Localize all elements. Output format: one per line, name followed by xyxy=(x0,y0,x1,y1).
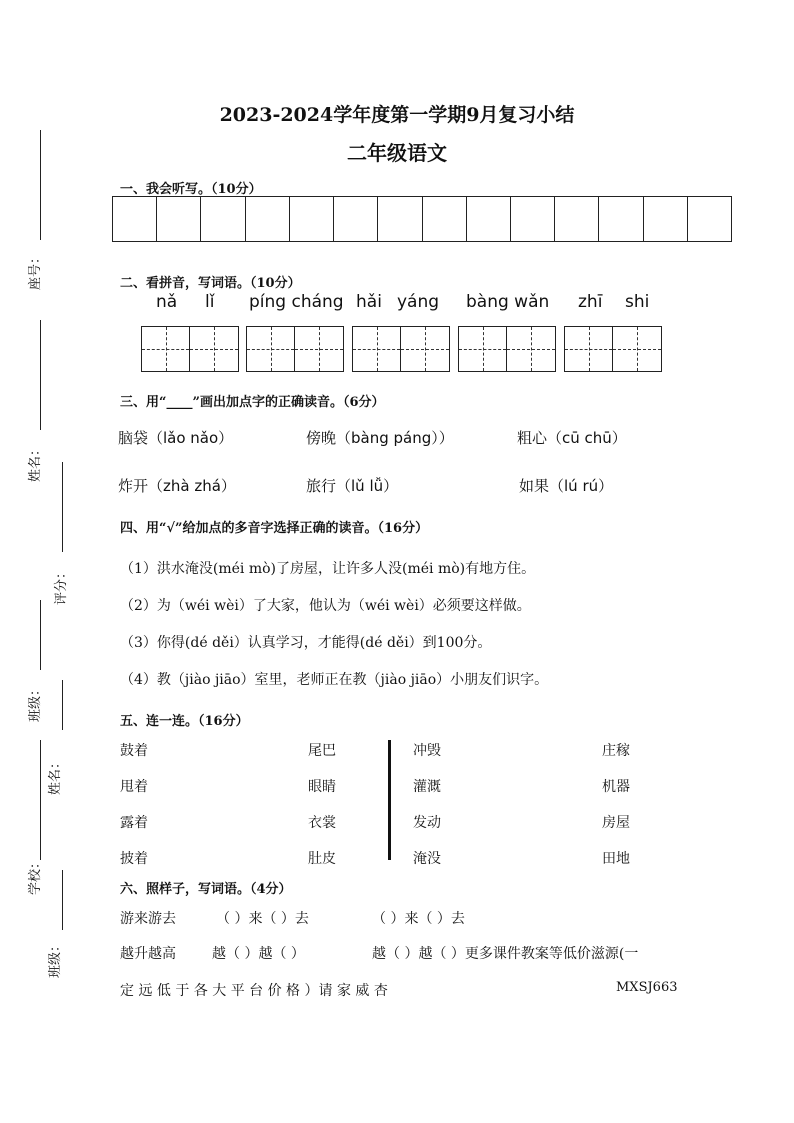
fill-blank[interactable]: （ ）来（ ）去 xyxy=(372,911,465,927)
binding-line xyxy=(62,680,63,730)
match-word[interactable]: 发动 xyxy=(413,815,441,831)
page-subtitle: 二年级语文 xyxy=(347,141,447,165)
example-word: 游来游去 xyxy=(120,911,176,927)
fill-blank[interactable]: （ ）来（ ）去 xyxy=(216,911,309,927)
reading-item[interactable]: 粗心（cū chū） xyxy=(517,429,627,447)
match-word[interactable]: 甩着 xyxy=(120,779,148,795)
dictation-grid[interactable] xyxy=(112,196,732,242)
reading-item[interactable]: 炸开（zhà zhá） xyxy=(118,477,236,495)
dictation-cell[interactable] xyxy=(555,197,599,241)
section-5-heading: 五、连一连。（16分） xyxy=(120,714,249,729)
binding-line xyxy=(40,130,41,240)
match-word[interactable]: 尾巴 xyxy=(308,743,336,759)
binding-line xyxy=(62,462,63,552)
tianzi-box[interactable] xyxy=(353,327,401,371)
page-title: 2023-2024学年度第一学期9月复习小结 xyxy=(219,104,575,126)
binding-line xyxy=(40,600,41,670)
tianzi-box[interactable] xyxy=(295,327,343,371)
binding-line xyxy=(40,320,41,430)
name-label-2: 姓名： xyxy=(48,755,63,795)
dictation-cell[interactable] xyxy=(334,197,378,241)
fill-blank[interactable]: 越（ ）越（ ） xyxy=(212,946,305,962)
tianzi-box[interactable] xyxy=(565,327,613,371)
example-word: 越升越高 xyxy=(120,946,176,962)
dictation-cell[interactable] xyxy=(511,197,555,241)
pinyin-text: lǐ xyxy=(205,292,215,312)
binding-line xyxy=(40,740,41,860)
reading-item[interactable]: 傍晚（bàng páng）） xyxy=(306,429,454,447)
section-2-heading: 二、看拼音，写词语。（10分） xyxy=(120,276,301,291)
dictation-cell[interactable] xyxy=(467,197,511,241)
dictation-cell[interactable] xyxy=(113,197,157,241)
match-word[interactable]: 眼睛 xyxy=(308,779,336,795)
match-divider xyxy=(388,740,391,860)
tianzi-box[interactable] xyxy=(459,327,507,371)
dictation-cell[interactable] xyxy=(423,197,467,241)
match-word[interactable]: 淹没 xyxy=(413,851,441,867)
match-word[interactable]: 机器 xyxy=(602,779,630,795)
dictation-cell[interactable] xyxy=(290,197,334,241)
section-6-heading: 六、照样子，写词语。（4分） xyxy=(120,882,292,897)
tianzi-grid[interactable] xyxy=(246,326,344,372)
reading-item[interactable]: 如果（lú rú） xyxy=(519,477,614,495)
footer-code: MXSJ663 xyxy=(616,980,678,995)
tianzi-box[interactable] xyxy=(507,327,555,371)
pinyin-text: zhī xyxy=(578,292,603,312)
tianzi-grid[interactable] xyxy=(141,326,239,372)
dictation-cell[interactable] xyxy=(378,197,422,241)
tianzi-grid[interactable] xyxy=(458,326,556,372)
pinyin-text: píng cháng xyxy=(249,292,344,312)
tianzi-box[interactable] xyxy=(142,327,190,371)
class-label: 班级： xyxy=(28,682,43,722)
match-word[interactable]: 露着 xyxy=(120,815,148,831)
match-word[interactable]: 灌溉 xyxy=(413,779,441,795)
tianzi-box[interactable] xyxy=(613,327,661,371)
section-1-heading: 一、我会听写。（10分） xyxy=(120,182,262,197)
match-word[interactable]: 庄稼 xyxy=(602,743,630,759)
reading-item[interactable]: 脑袋（lǎo nǎo） xyxy=(118,429,234,447)
tianzi-box[interactable] xyxy=(190,327,238,371)
binding-line xyxy=(62,870,63,930)
score-label: 评分： xyxy=(54,565,69,605)
dictation-cell[interactable] xyxy=(157,197,201,241)
pinyin-text: hǎi xyxy=(356,292,382,312)
tianzi-box[interactable] xyxy=(247,327,295,371)
section-3-heading: 三、用“____”画出加点字的正确读音。（6分） xyxy=(120,395,385,410)
pinyin-text: bàng wǎn xyxy=(466,292,550,312)
polyphone-item[interactable]: （2）为（wéi wèi）了大家，他认为（wéi wèi）必须要这样做。 xyxy=(120,598,531,614)
match-word[interactable]: 披着 xyxy=(120,851,148,867)
match-word[interactable]: 衣裳 xyxy=(308,815,336,831)
pinyin-text: yáng xyxy=(397,292,440,312)
seat-label: 座号： xyxy=(28,250,43,290)
dictation-cell[interactable] xyxy=(201,197,245,241)
school-label: 学校： xyxy=(28,855,43,895)
dictation-cell[interactable] xyxy=(246,197,290,241)
match-word[interactable]: 田地 xyxy=(602,851,630,867)
fill-blank[interactable]: 越（ ）越（ ）更多课件教案等低价滋源(一 xyxy=(372,946,639,962)
match-word[interactable]: 冲毁 xyxy=(413,743,441,759)
polyphone-item[interactable]: （4）教（jiào jiāo）室里，老师正在教（jiào jiāo）小朋友们识字。 xyxy=(120,672,549,688)
tianzi-grid[interactable] xyxy=(564,326,662,372)
footer-text: 定 远 低 于 各 大 平 台 价 格 ）请 家 威 杏 xyxy=(120,983,388,999)
class-label-2: 班级： xyxy=(48,938,63,978)
polyphone-item[interactable]: （1）洪水淹没(méi mò)了房屋，让许多人没(méi mò)有地方住。 xyxy=(120,561,536,577)
section-4-heading: 四、用“√”给加点的多音字选择正确的读音。（16分） xyxy=(120,521,429,536)
polyphone-item[interactable]: （3）你得(dé děi）认真学习，才能得(dé děi）到100分。 xyxy=(120,635,492,651)
match-word[interactable]: 鼓着 xyxy=(120,743,148,759)
pinyin-text: shi xyxy=(625,292,650,312)
name-label: 姓名： xyxy=(28,442,43,482)
dictation-cell[interactable] xyxy=(688,197,731,241)
match-word[interactable]: 房屋 xyxy=(602,815,630,831)
dictation-cell[interactable] xyxy=(599,197,643,241)
pinyin-text: nǎ xyxy=(156,292,178,312)
reading-item[interactable]: 旅行（lǔ lǚ） xyxy=(306,477,399,495)
match-word[interactable]: 肚皮 xyxy=(308,851,336,867)
dictation-cell[interactable] xyxy=(644,197,688,241)
tianzi-grid[interactable] xyxy=(352,326,450,372)
tianzi-box[interactable] xyxy=(401,327,449,371)
